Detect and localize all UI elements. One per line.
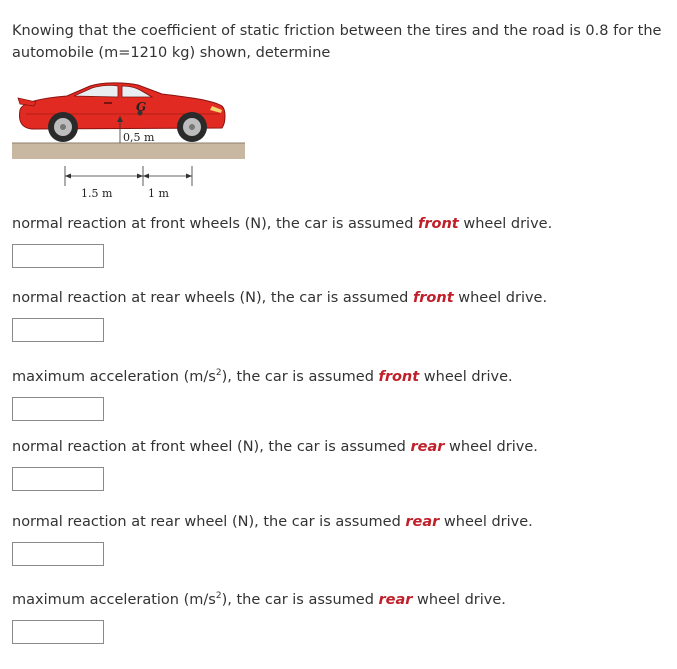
question-1 bbox=[12, 214, 662, 268]
problem-statement: Knowing that the coefficient of static friction between the tires and the road is 0.8 for the automobile (m=1210 kg) shown, determine bbox=[12, 23, 662, 61]
drive-type: rear bbox=[378, 591, 413, 608]
dimension-lines bbox=[65, 166, 192, 186]
rear-distance-label: 1.5 m bbox=[81, 187, 113, 200]
question-3 bbox=[12, 363, 662, 421]
drive-type: front bbox=[412, 290, 454, 306]
question-label: maximum acceleration $(m/s^2)$, the car is assumed front wheel drive. bbox=[12, 368, 513, 385]
question-5 bbox=[12, 512, 662, 566]
question-label: normal reaction at front wheel (N), the car is assumed rear wheel drive. bbox=[12, 439, 538, 455]
drive-type: front bbox=[418, 216, 459, 232]
answer-input-max-accel-rwd[interactable] bbox=[12, 620, 104, 644]
height-label: 0,5 m bbox=[123, 131, 155, 144]
question-4 bbox=[12, 437, 662, 491]
answer-input-front-reaction-fwd[interactable] bbox=[12, 244, 104, 268]
cg-label: G bbox=[136, 100, 147, 114]
question-label: normal reaction at rear wheels (N), the car is assumed front wheel drive. bbox=[12, 290, 548, 306]
answer-input-rear-reaction-rwd[interactable] bbox=[12, 542, 104, 566]
ground bbox=[12, 143, 245, 159]
answer-input-rear-reaction-fwd[interactable] bbox=[12, 318, 104, 342]
front-distance-label: 1 m bbox=[148, 187, 169, 200]
question-label: normal reaction at rear wheel (N), the car is assumed rear wheel drive. bbox=[12, 514, 533, 530]
question-6 bbox=[12, 586, 662, 644]
drive-type: front bbox=[378, 368, 420, 385]
car-diagram bbox=[12, 80, 248, 206]
drive-type: rear bbox=[410, 439, 445, 455]
answer-input-max-accel-fwd[interactable] bbox=[12, 397, 104, 421]
question-label: normal reaction at front wheels (N), the car is assumed front wheel drive. bbox=[12, 216, 553, 232]
question-2 bbox=[12, 288, 662, 342]
question-label: maximum acceleration $(m/s^2)$, the car is assumed rear wheel drive. bbox=[12, 591, 506, 608]
car-figure bbox=[12, 80, 248, 206]
answer-input-front-reaction-rwd[interactable] bbox=[12, 467, 104, 491]
drive-type: rear bbox=[405, 514, 440, 530]
rear-wheel bbox=[48, 112, 78, 142]
front-wheel bbox=[177, 112, 207, 142]
